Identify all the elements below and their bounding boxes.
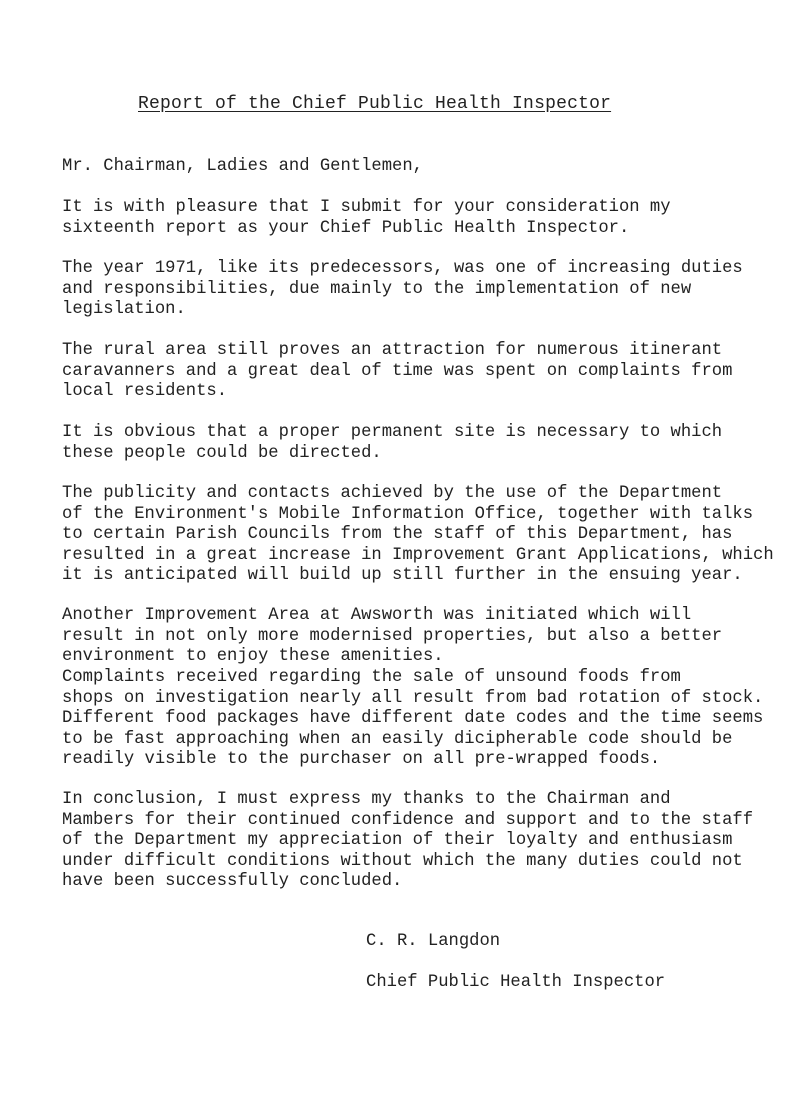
- paragraph-unsound-foods: Complaints received regarding the sale of unsound foods from shops on investigation nearly all result from bad rotation of stock. Different food packages have different date codes and the time seems to be fast approaching when an easily dicipherable code should be readily visible to the purchaser on all pre-wrapped foods.: [62, 668, 764, 769]
- paragraph-improvement-area: Another Improvement Area at Awsworth was initiated which will result in not only more modernised properties, but also a better environment to enjoy these amenities.: [62, 606, 723, 666]
- paragraph-rural-area: The rural area still proves an attraction for numerous itinerant caravanners and a great deal of time was spent on complaints from local residents.: [62, 341, 733, 401]
- signature-name: C. R. Langdon: [366, 932, 501, 951]
- paragraph-publicity: The publicity and contacts achieved by the use of the Department of the Environment's Mobile Information Office, together with talks to certain Parish Councils from the staff of this Department, has resulted in a great increase in Improvement Grant Applications, which it is anticipated will build up still further in the ensuing year.: [62, 484, 774, 585]
- salutation: Mr. Chairman, Ladies and Gentlemen,: [62, 157, 423, 176]
- paragraph-permanent-site: It is obvious that a proper permanent site is necessary to which these people could be directed.: [62, 423, 723, 463]
- report-title: Report of the Chief Public Health Inspector: [138, 94, 612, 114]
- signature-position: Chief Public Health Inspector: [366, 973, 666, 992]
- paragraph-intro: It is with pleasure that I submit for your consideration my sixteenth report as your Chief Public Health Inspector.: [62, 198, 671, 238]
- paragraph-conclusion: In conclusion, I must express my thanks to the Chairman and Mambers for their continued confidence and support and to the staff of the Department my appreciation of their loyalty and enthusiasm under difficult conditions without which the many duties could not have been successfully concluded.: [62, 790, 754, 891]
- paragraph-year-1971: The year 1971, like its predecessors, was one of increasing duties and responsibilities, due mainly to the implementation of new legislation.: [62, 259, 743, 319]
